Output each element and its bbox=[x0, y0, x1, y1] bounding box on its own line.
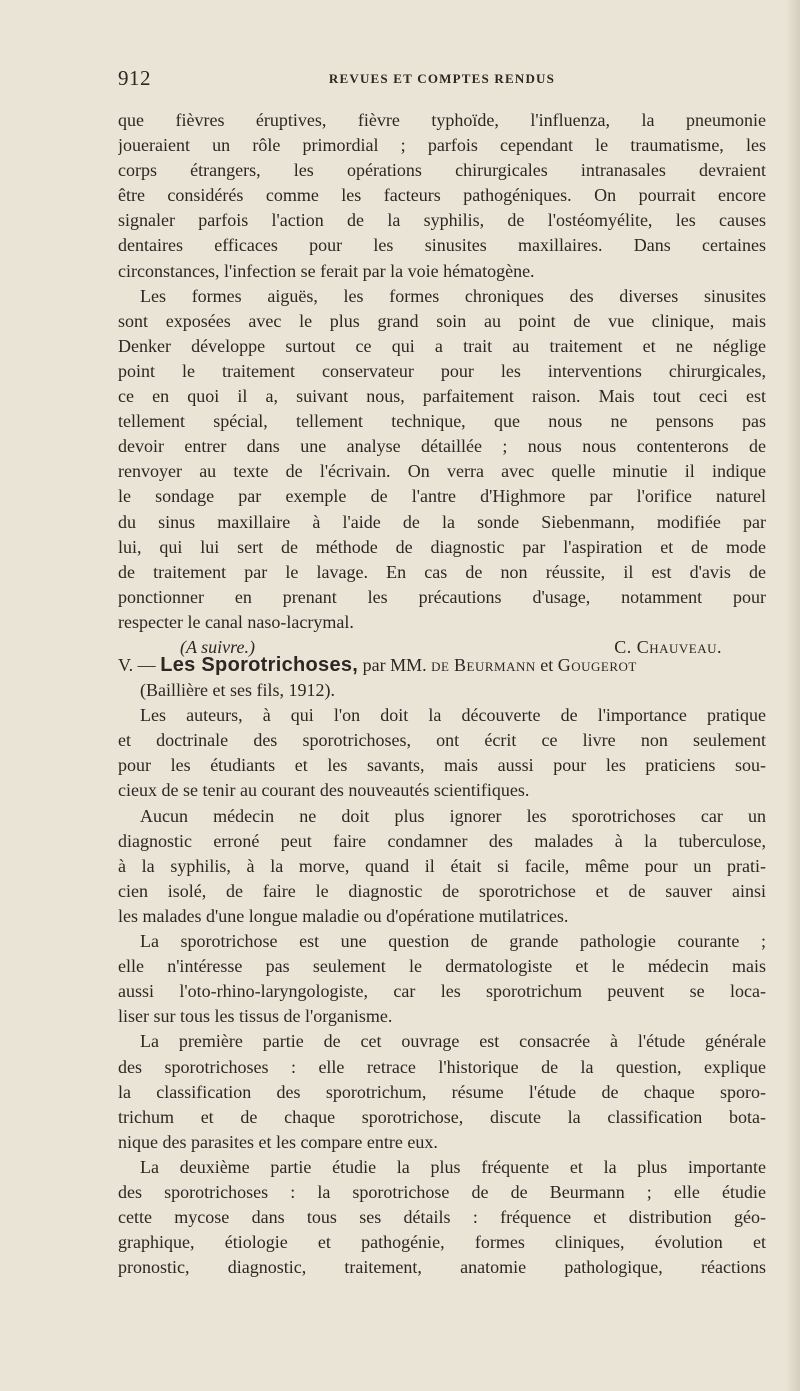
text-line: point le traitement conservateur pour les interventions chirurgicales, bbox=[118, 360, 766, 381]
paragraph-start-line: La sporotrichose est une question de grande pathologie courante ; bbox=[140, 931, 766, 952]
review-numeral: V. — bbox=[118, 655, 156, 675]
text-line: être considérés comme les facteurs pathogéniques. On pourrait encore bbox=[118, 185, 766, 206]
text-line: signaler parfois l'action de la syphilis, de l'ostéomyélite, les causes bbox=[118, 210, 766, 231]
text-line: ce en quoi il a, suivant nous, parfaitement raison. Mais tout ceci est bbox=[118, 386, 766, 407]
text-line: des sporotrichoses : elle retrace l'historique de la question, explique bbox=[118, 1056, 766, 1077]
author-signature: C. Chauveau. bbox=[614, 636, 722, 657]
review-heading bbox=[118, 653, 766, 678]
text-line: du sinus maxillaire à l'aide de la sonde Siebenmann, modifiée par bbox=[118, 511, 766, 532]
review-title: Les Sporotrichoses, bbox=[160, 654, 359, 676]
text-line: joueraient un rôle primordial ; parfois cependant le traumatisme, les bbox=[118, 135, 766, 156]
text-line: la classification des sporotrichum, résume l'étude de chaque sporo- bbox=[118, 1081, 766, 1102]
review-and: et bbox=[540, 655, 554, 675]
publisher-line: (Baillière et ses fils, 1912). bbox=[140, 680, 335, 701]
text-line: cette mycose dans tous ses détails : fréquence et distribution géo- bbox=[118, 1207, 766, 1228]
text-line: cien isolé, de faire le diagnostic de sporotrichose et de sauver ainsi bbox=[118, 880, 766, 901]
text-line: respecter le canal naso-lacrymal. bbox=[118, 611, 354, 632]
paragraph-start-line: Les formes aiguës, les formes chroniques des diverses sinusites bbox=[140, 285, 766, 306]
text-line: liser sur tous les tissus de l'organisme. bbox=[118, 1006, 393, 1027]
text-line: lui, qui lui sert de méthode de diagnostic par l'aspiration et de mode bbox=[118, 536, 766, 557]
text-line: Denker développe surtout ce qui a trait au traitement et ne néglige bbox=[118, 335, 766, 356]
text-line: elle n'intéresse pas seulement le dermatologiste et le médecin mais bbox=[118, 956, 766, 977]
text-line: tellement spécial, tellement technique, que nous ne pensons pas bbox=[118, 411, 766, 432]
author-prefix: de bbox=[431, 655, 450, 675]
text-line: ponctionner en prenant les précautions d'usage, notamment pour bbox=[118, 586, 766, 607]
page-number: 912 bbox=[118, 66, 151, 90]
page-header bbox=[118, 66, 766, 90]
text-line: dentaires efficaces pour les sinusites maxillaires. Dans certaines bbox=[118, 235, 766, 256]
text-line: le sondage par exemple de l'antre d'Highmore par l'orifice naturel bbox=[118, 486, 766, 507]
text-line: pour les étudiants et les savants, mais aussi pour les praticiens sou- bbox=[118, 755, 766, 776]
review-by: par MM. bbox=[362, 655, 427, 675]
text-line: graphique, étiologie et pathogénie, formes cliniques, évolution et bbox=[118, 1232, 766, 1253]
text-line: corps étrangers, les opérations chirurgicales intranasales devraient bbox=[118, 160, 766, 181]
paragraph-start-line: La deuxième partie étudie la plus fréquente et la plus importante bbox=[140, 1156, 766, 1177]
text-line: cieux de se tenir au courant des nouveautés scientifiques. bbox=[118, 780, 530, 801]
text-line: trichum et de chaque sporotrichose, discute la classification bota- bbox=[118, 1106, 766, 1127]
text-line: les malades d'une longue maladie ou d'opératione mutilatrices. bbox=[118, 905, 569, 926]
paragraph-start-line: Aucun médecin ne doit plus ignorer les sporotrichoses car un bbox=[140, 805, 766, 826]
author-gougerot: Gougerot bbox=[557, 655, 637, 675]
text-line: renvoyer au texte de l'écrivain. On verra avec quelle minutie il indique bbox=[118, 461, 766, 482]
running-title: REVUES ET COMPTES RENDUS bbox=[328, 71, 556, 86]
text-line: diagnostic erroné peut faire condamner des malades à la tuberculose, bbox=[118, 830, 766, 851]
to-follow-note: (A suivre.) bbox=[180, 636, 255, 657]
text-line: et doctrinale des sporotrichoses, ont écrit ce livre non seulement bbox=[118, 730, 766, 751]
paragraph-start-line: La première partie de cet ouvrage est consacrée à l'étude générale bbox=[140, 1031, 766, 1052]
text-line: des sporotrichoses : la sporotrichose de de Beurmann ; elle étudie bbox=[118, 1181, 766, 1202]
text-line: devoir entrer dans une analyse détaillée ; nous nous contenterons de bbox=[118, 436, 766, 457]
text-line: pronostic, diagnostic, traitement, anatomie pathologique, réactions bbox=[118, 1257, 766, 1278]
text-line: sont exposées avec le plus grand soin au point de vue clinique, mais bbox=[118, 310, 766, 331]
sporotrichoses-review bbox=[118, 653, 766, 1280]
text-line: circonstances, l'infection se ferait par la voie hématogène. bbox=[118, 260, 535, 281]
previous-review-text bbox=[118, 108, 766, 660]
author-beurmann: Beurmann bbox=[454, 655, 536, 675]
text-line: à la syphilis, à la morve, quand il était si facile, même pour un prati- bbox=[118, 855, 766, 876]
text-line: que fièvres éruptives, fièvre typhoïde, l'influenza, la pneumonie bbox=[118, 110, 766, 130]
text-line: nique des parasites et les compare entre eux. bbox=[118, 1131, 438, 1152]
paragraph-start-line: Les auteurs, à qui l'on doit la découverte de l'importance pratique bbox=[140, 705, 766, 726]
text-line: de traitement par le lavage. En cas de non réussite, il est d'avis de bbox=[118, 561, 766, 582]
page-edge-shadow bbox=[786, 0, 800, 1391]
text-line: aussi l'oto-rhino-laryngologiste, car les sporotrichum peuvent se loca- bbox=[118, 981, 766, 1002]
